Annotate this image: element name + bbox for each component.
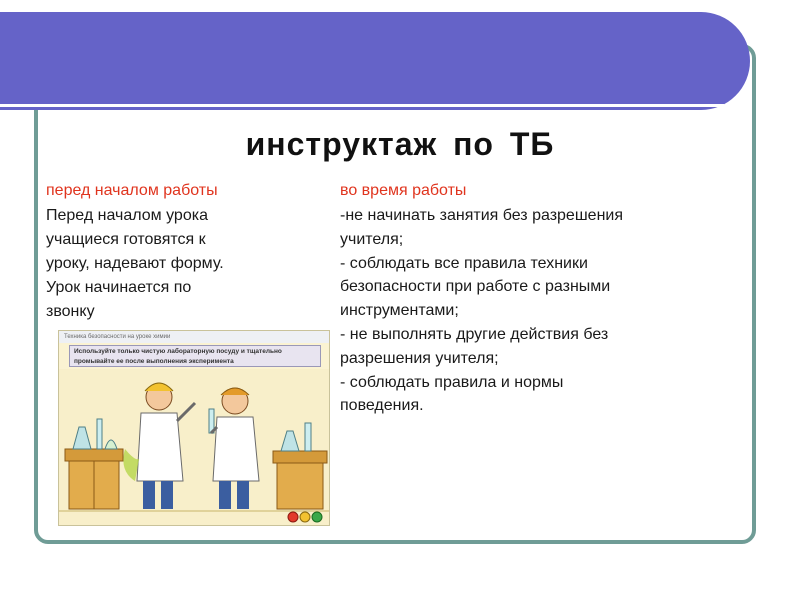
lab-safety-illustration (58, 330, 330, 526)
slide-title: инструктаж по ТБ (245, 126, 555, 162)
right-heading: во время работы (340, 182, 467, 199)
banner-divider (0, 104, 724, 107)
left-text: Перед началом урока учащиеся готовятся к уроку, надевают форму. Урок начинается по звонку (46, 207, 224, 320)
illustration-caption: Используйте только чистую лабораторную посуду и тщательно промывайте ее после выполнения эксперимента (69, 345, 321, 367)
illustration-header: Техника безопасности на уроке химии (59, 331, 329, 343)
left-heading: перед началом работы (46, 182, 218, 199)
lab-scene-drawing (59, 331, 330, 526)
right-column (340, 180, 710, 418)
right-text: -не начинать занятия без разрешения учителя; - соблюдать все правила техники безопасности при работе с разными инструментами; - не выполнять другие действия без разрешения учителя; - соблюдать правила и нормы поведения. (340, 207, 623, 415)
title-banner (0, 12, 750, 110)
left-column (46, 180, 326, 324)
